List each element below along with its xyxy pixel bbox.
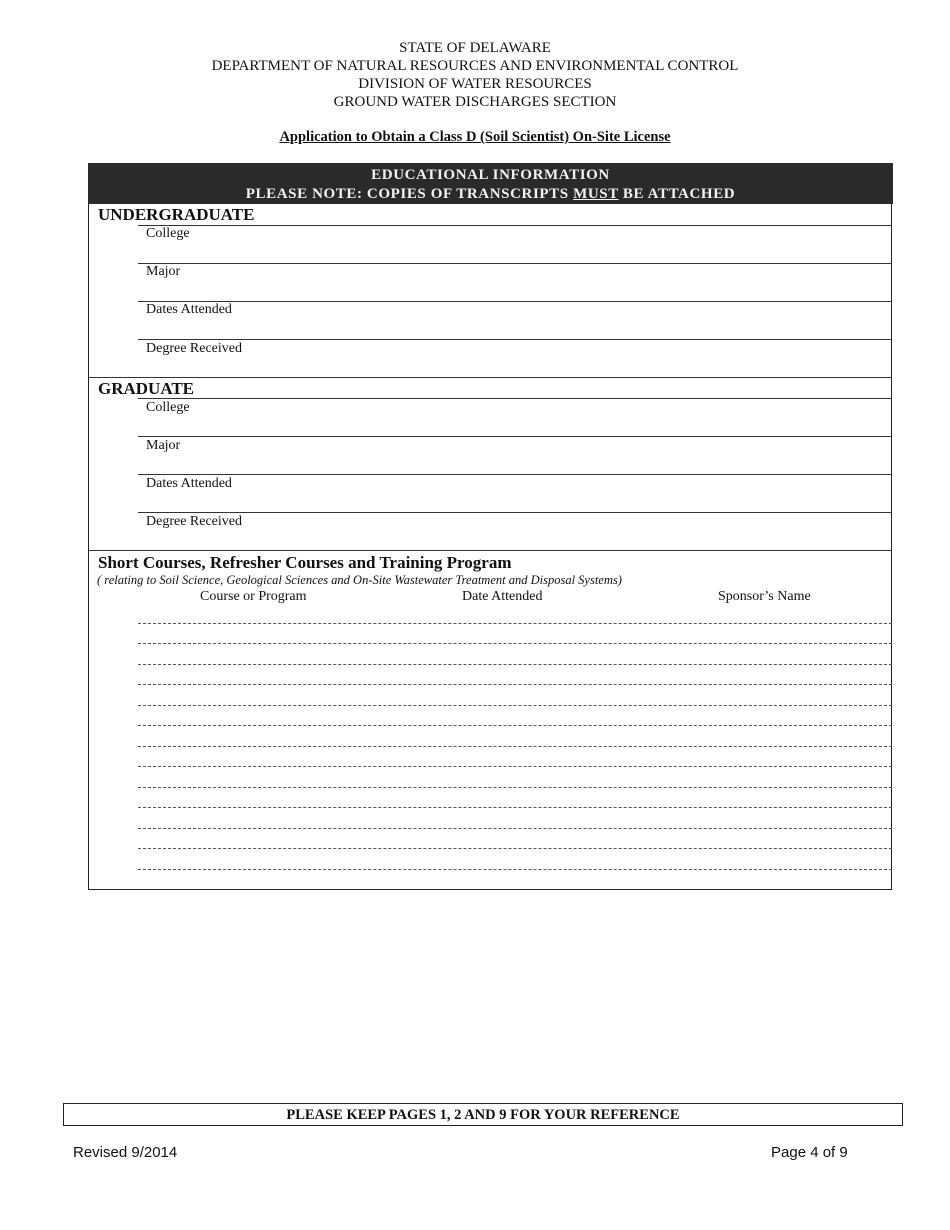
graduate-dates-field[interactable] [138, 512, 892, 513]
undergraduate-heading: UNDERGRADUATE [98, 205, 255, 224]
undergraduate-college-field[interactable] [138, 263, 892, 264]
undergraduate-major-label: Major [146, 264, 181, 279]
banner-note-prefix: PLEASE NOTE: COPIES OF TRANSCRIPTS [245, 186, 574, 202]
course-entry-line[interactable] [138, 787, 892, 788]
graduate-degree-label: Degree Received [146, 514, 242, 529]
page-number: Page 4 of 9 [771, 1144, 848, 1161]
course-entry-line[interactable] [138, 807, 892, 808]
undergraduate-degree-label: Degree Received [146, 341, 242, 356]
course-entry-line[interactable] [138, 705, 892, 706]
course-entry-line[interactable] [138, 828, 892, 829]
course-entry-line[interactable] [138, 684, 892, 685]
banner-note [88, 185, 893, 204]
graduate-college-label: College [146, 400, 190, 415]
column-sponsor-name: Sponsor’s Name [718, 589, 811, 604]
graduate-major-field[interactable] [138, 474, 892, 475]
header-division: DIVISION OF WATER RESOURCES [358, 76, 592, 92]
graduate-major-label: Major [146, 438, 181, 453]
course-entry-line[interactable] [138, 869, 892, 870]
courses-note: ( relating to Soil Science, Geological Sciences and On-Site Wastewater Treatment and Disposal Systems) [97, 573, 622, 587]
banner-title: EDUCATIONAL INFORMATION [371, 167, 610, 183]
graduate-degree-field[interactable] [88, 550, 892, 551]
undergraduate-heading-rule [138, 225, 892, 226]
courses-heading: Short Courses, Refresher Courses and Training Program [98, 553, 512, 572]
course-entry-line[interactable] [138, 746, 892, 747]
graduate-college-field[interactable] [138, 436, 892, 437]
header-state: STATE OF DELAWARE [399, 40, 551, 56]
course-entry-line[interactable] [138, 725, 892, 726]
education-banner [88, 163, 893, 204]
header-section: GROUND WATER DISCHARGES SECTION [333, 94, 617, 110]
undergraduate-degree-field[interactable] [88, 377, 892, 378]
undergraduate-major-field[interactable] [138, 301, 892, 302]
course-entry-line[interactable] [138, 623, 892, 624]
undergraduate-dates-field[interactable] [138, 339, 892, 340]
course-entry-line[interactable] [138, 643, 892, 644]
course-entry-line[interactable] [138, 766, 892, 767]
keep-pages-notice: PLEASE KEEP PAGES 1, 2 AND 9 FOR YOUR REFERENCE [63, 1103, 903, 1126]
column-course-or-program: Course or Program [200, 589, 307, 604]
revised-date: Revised 9/2014 [73, 1144, 178, 1161]
header-department: DEPARTMENT OF NATURAL RESOURCES AND ENVIRONMENTAL CONTROL [211, 58, 739, 74]
undergraduate-dates-label: Dates Attended [146, 302, 232, 317]
application-title: Application to Obtain a Class D (Soil Scientist) On-Site License [279, 129, 671, 145]
column-date-attended: Date Attended [462, 589, 543, 604]
undergraduate-college-label: College [146, 226, 190, 241]
course-entry-line[interactable] [138, 848, 892, 849]
graduate-dates-label: Dates Attended [146, 476, 232, 491]
banner-note-suffix: BE ATTACHED [618, 186, 736, 202]
course-entry-line[interactable] [138, 664, 892, 665]
banner-note-emphasis: MUST [573, 186, 619, 202]
graduate-heading-rule [138, 398, 892, 399]
graduate-heading: GRADUATE [98, 379, 195, 398]
